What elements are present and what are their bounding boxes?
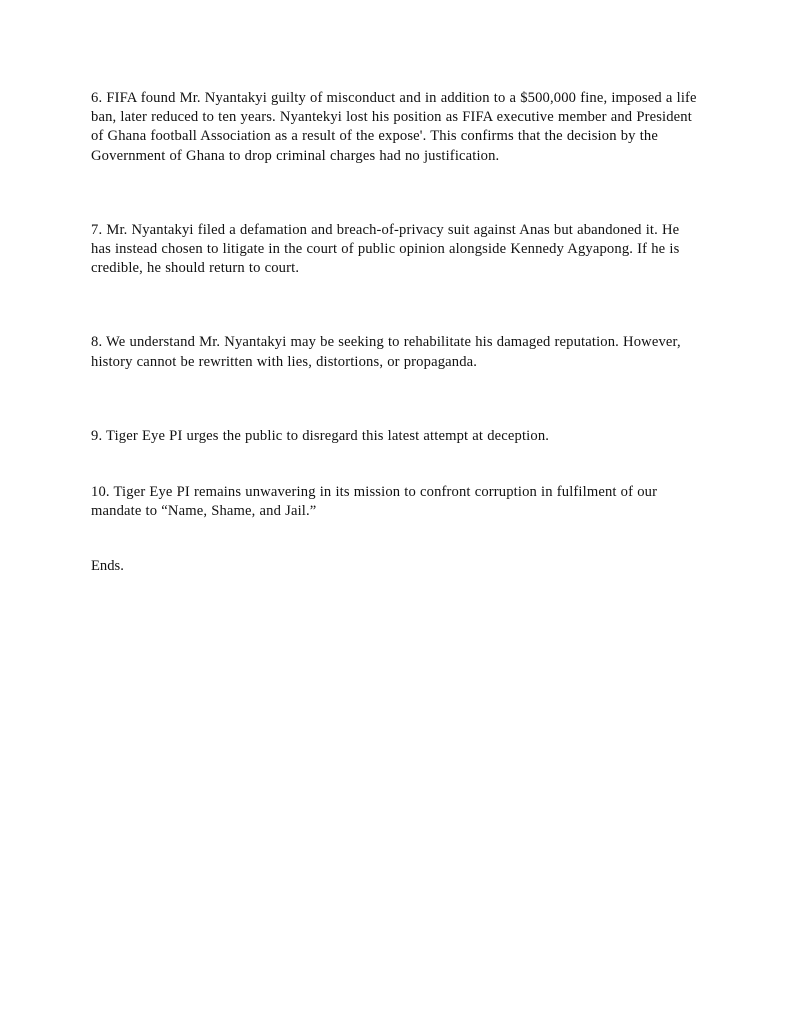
document-body xyxy=(91,89,703,577)
closing-spacer xyxy=(91,521,703,557)
paragraph-spacer xyxy=(91,372,703,427)
paragraph-spacer xyxy=(91,278,703,333)
paragraph-6: 6. FIFA found Mr. Nyantakyi guilty of misconduct and in addition to a $500,000 fine, imposed a life ban, later reduced to ten years. Nyantekyi lost his position as FIFA executive member and President of Ghana football Association as a result of the expose'. This confirms that the decision by the Government of Ghana to drop criminal charges had no justification. xyxy=(91,90,697,164)
paragraph-9: 9. Tiger Eye PI urges the public to disregard this latest attempt at deception. xyxy=(91,427,550,444)
paragraph-spacer xyxy=(91,446,703,483)
paragraph-8: 8. We understand Mr. Nyantakyi may be seeking to rehabilitate his damaged reputation. However, history cannot be rewritten with lies, distortions, or propaganda. xyxy=(91,334,681,370)
paragraph-10: 10. Tiger Eye PI remains unwavering in its mission to confront corruption in fulfilment of our mandate to “Name, Shame, and Jail.” xyxy=(91,484,658,520)
paragraph-spacer xyxy=(91,166,703,221)
paragraph-7: 7. Mr. Nyantakyi filed a defamation and breach-of-privacy suit against Anas but abandoned it. He has instead chosen to litigate in the court of public opinion alongside Kennedy Agyapong. If he is credible, he should return to court. xyxy=(91,221,680,277)
closing-line: Ends. xyxy=(91,558,124,575)
